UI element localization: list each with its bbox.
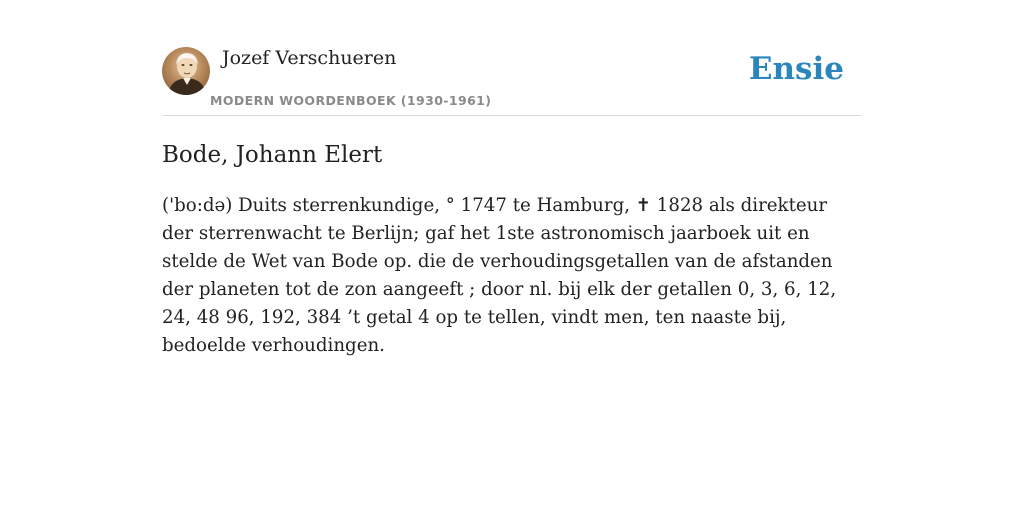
- entry-definition: ('bo:də) Duits sterrenkundige, ° 1747 te Hamburg, ✝ 1828 als direkteur der sterrenwacht te Berlijn; gaf het 1ste astronomisch jaarboek uit en stelde de Wet van Bode op. die de verhoudingsgetallen van de afstanden der planeten tot de zon aangeeft ; door nl. bij elk der getallen 0, 3, 6, 12, 24, 48 96, 192, 384 ’t getal 4 op te tellen, vindt men, ten naaste bij, bedoelde verhoudingen.: [162, 195, 837, 356]
- source-label[interactable]: MODERN WOORDENBOEK (1930-1961): [210, 93, 492, 108]
- entry-title: Bode, Johann Elert: [162, 142, 383, 168]
- brand-logo[interactable]: Ensie: [748, 51, 844, 87]
- page-container: [162, 0, 862, 356]
- author-portrait-icon: [162, 47, 210, 95]
- author-avatar[interactable]: [162, 47, 210, 95]
- entry-header: [162, 0, 862, 116]
- author-name[interactable]: Jozef Verschueren: [222, 47, 397, 69]
